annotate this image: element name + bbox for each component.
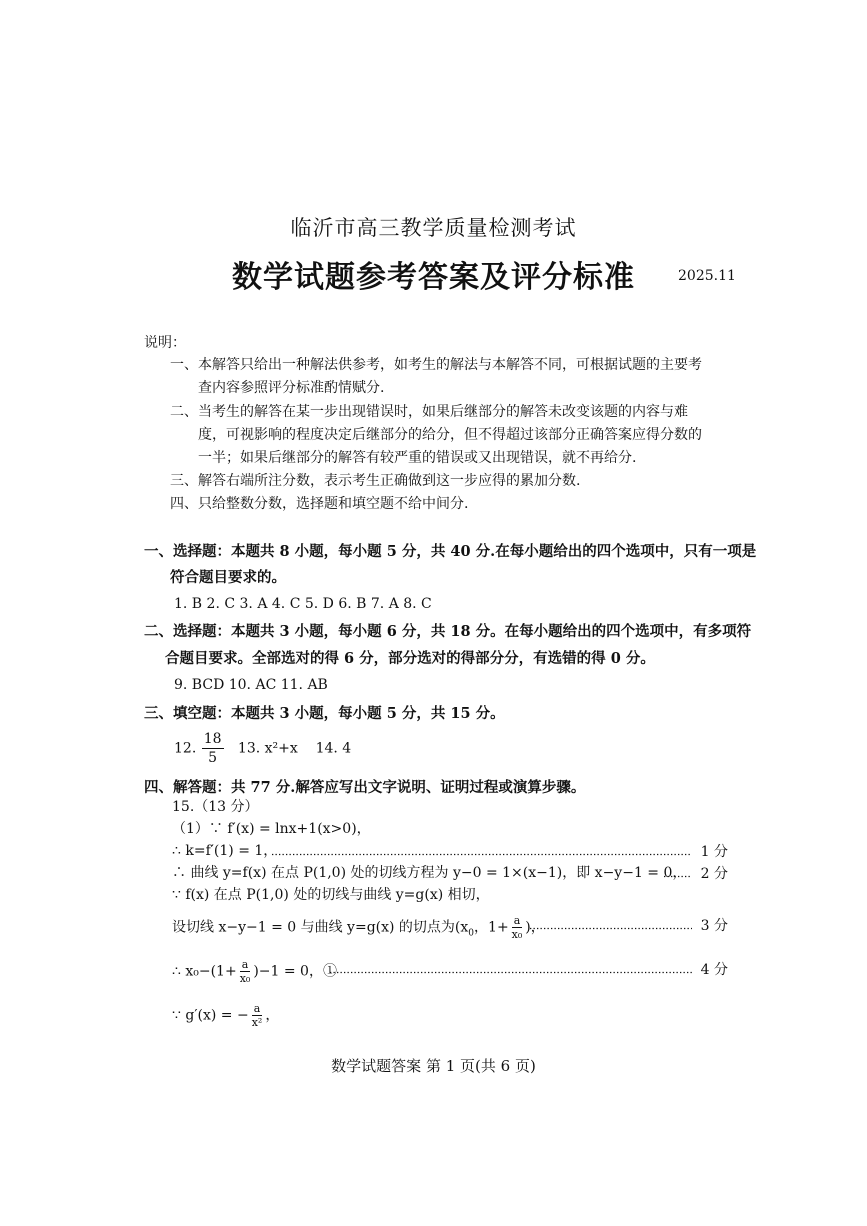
note-4: 四、只给整数分数，选择题和填空题不给中间分. xyxy=(170,496,469,512)
fraction-numerator: a xyxy=(241,958,249,971)
fraction-denominator: x² xyxy=(251,1016,263,1029)
answer-13: 13. x²+x xyxy=(237,740,298,757)
note-3: 三、解答右端所注分数，表示考生正确做到这一步应得的累加分数. xyxy=(170,473,581,489)
q15-line-2-score: 1 分 xyxy=(700,844,728,860)
q15-line-5-score: 3 分 xyxy=(700,918,728,934)
answer-14: 14. 4 xyxy=(315,740,352,757)
fraction-numerator: a xyxy=(513,914,521,927)
a-over-x-squared-fraction xyxy=(250,1002,265,1029)
q15-line-7 xyxy=(172,1002,279,1029)
answer-key-title: 数学试题参考答案及评分标准 xyxy=(232,260,635,295)
section-4-heading: 四、解答题：共 77 分.解答应写出文字说明、证明过程或演算步骤。 xyxy=(144,779,586,796)
page-footer: 数学试题答案 第 1 页(共 6 页) xyxy=(331,1057,536,1075)
q15-line-3-score: 2 分 xyxy=(700,866,728,882)
section-1-heading-cont: 符合题目要求的。 xyxy=(170,569,286,586)
fraction-denominator: x₀ xyxy=(239,972,251,985)
fraction-numerator: a xyxy=(253,1002,261,1015)
answer-12-fraction xyxy=(202,730,224,767)
q15-line-4: ∵ f(x) 在点 P(1,0) 处的切线与曲线 y=g(x) 相切， xyxy=(172,887,490,903)
notes-heading: 说明： xyxy=(144,335,186,351)
q15-line-6-text: ∴ x₀−(1+ xyxy=(172,963,237,980)
answer-12-label: 12. xyxy=(174,740,197,757)
q15-line-5-text-b: ，1+ xyxy=(474,919,509,936)
q15-line-1: （1）∵ f′(x) = lnx+1(x>0)， xyxy=(172,821,371,837)
q15-line-6-text-b: )−1 = 0，① xyxy=(253,963,337,980)
note-2-line-1: 二、当考生的解答在某一步出现错误时，如果后继部分的解答未改变该题的内容与难 xyxy=(170,404,688,420)
q15-line-7-text-b: ， xyxy=(265,1007,280,1024)
section-2-heading-cont: 合题目要求。全部选对的得 6 分，部分选对的得部分分，有选错的得 0 分。 xyxy=(165,650,655,667)
section-2-heading: 二、选择题：本题共 3 小题，每小题 6 分，共 18 分。在每小题给出的四个选项中，有多项符 xyxy=(144,623,752,640)
q15-line-6-score: 4 分 xyxy=(700,962,728,978)
q15-line-3: ∴ 曲线 y=f(x) 在点 P(1,0) 处的切线方程为 y−0 = 1×(x−1)，即 x−y−1 = 0， xyxy=(172,865,687,881)
answer-12-numerator: 18 xyxy=(203,731,222,747)
section-3-answers xyxy=(174,730,351,767)
note-2-line-3: 一半；如果后继部分的解答有较严重的错误或又出现错误，就不再给分. xyxy=(198,450,637,466)
note-1-line-1: 一、本解答只给出一种解法供参考，如考生的解法与本解答不同，可根据试题的主要考 xyxy=(170,357,702,373)
section-1-heading: 一、选择题：本题共 8 小题，每小题 5 分，共 40 分.在每小题给出的四个选项中，只有一项是 xyxy=(144,543,757,560)
fraction-denominator: x₀ xyxy=(511,928,523,941)
q15-line-5-text: 设切线 x−y−1 = 0 与曲线 y=g(x) 的切点为(x xyxy=(172,919,469,936)
exam-title: 临沂市高三教学质量检测考试 xyxy=(290,216,577,240)
section-1-answers: 1. B 2. C 3. A 4. C 5. D 6. B 7. A 8. C xyxy=(174,596,432,612)
subscript-zero: 0 xyxy=(468,928,475,939)
q15-line-5-text-c: )， xyxy=(525,919,545,936)
q15-line-2: ∴ k=f′(1) = 1， xyxy=(172,843,278,859)
answer-12-denominator: 5 xyxy=(208,750,218,766)
q15-line-7-text: ∵ g′(x) = − xyxy=(172,1007,249,1024)
note-2-line-2: 度，可视影响的程度决定后继部分的给分，但不得超过该部分正确答案应得分数的 xyxy=(198,427,702,443)
section-2-answers: 9. BCD 10. AC 11. AB xyxy=(174,677,328,693)
note-1-line-2: 查内容参照评分标准酌情赋分. xyxy=(198,380,385,396)
section-3-heading: 三、填空题：本题共 3 小题，每小题 5 分，共 15 分。 xyxy=(144,705,505,722)
exam-date: 2025.11 xyxy=(678,268,736,284)
q15-title: 15.（13 分） xyxy=(172,799,259,815)
